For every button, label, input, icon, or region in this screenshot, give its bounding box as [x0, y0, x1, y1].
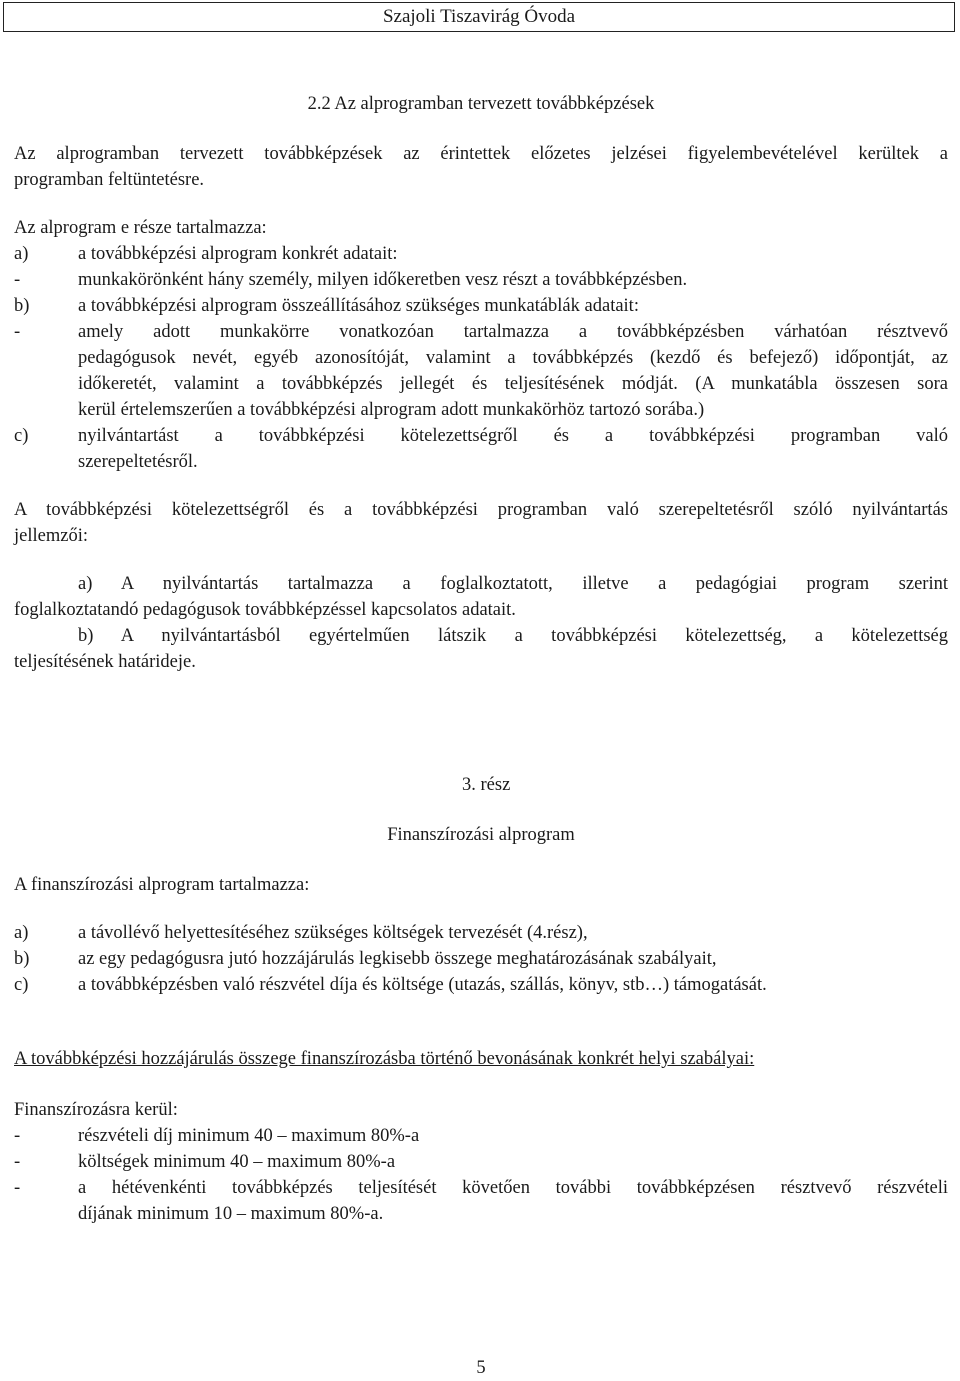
- financing-contains-label: A finanszírozási alprogram tartalmazza:: [14, 875, 310, 895]
- list-item-a: a továbbképzési alprogram konkrét adatait:: [78, 244, 398, 264]
- part-number: 3. rész: [462, 775, 511, 795]
- dash-marker: -: [14, 1152, 21, 1172]
- list-item-b-sub-line-1: amely adott munkakörre vonatkozóan tartalmazza a továbbképzésben várhatóan résztvevő: [78, 322, 948, 342]
- dash-marker: -: [14, 1178, 21, 1198]
- list-item-c-line-2: szerepeltetésről.: [78, 452, 198, 472]
- dash-marker: -: [14, 322, 21, 342]
- rules-heading: A továbbképzési hozzájárulás összege finanszírozásba történő bevonásának konkrét helyi szabályai:: [14, 1049, 755, 1069]
- intro-line-1: Az alprogramban tervezett továbbképzések az érintettek előzetes jelzései figyelembevételével kerültek a: [14, 144, 948, 164]
- list-item-b-sub-line-2: pedagógusok nevét, egyéb azonosítóját, valamint a továbbképzés (kezdő és befejező) időpontját, az: [78, 348, 948, 368]
- list-marker-c: c): [14, 426, 29, 446]
- list-marker-a: a): [14, 244, 29, 264]
- dash-marker: -: [14, 270, 21, 290]
- rules-item-3-line-2: díjának minimum 10 – maximum 80%-a.: [78, 1204, 384, 1224]
- registry-line-2: jellemzői:: [14, 526, 88, 546]
- list-item-c-line-1: nyilvántartást a továbbképzési kötelezettségről és a továbbképzési programban való: [78, 426, 948, 446]
- section-heading: 2.2 Az alprogramban tervezett továbbképzések: [307, 94, 655, 114]
- list-item-b: a továbbképzési alprogram összeállításához szükséges munkatáblák adatait:: [78, 296, 639, 316]
- list-item-b-sub-line-3: időkeretét, valamint a továbbképzés jellegét és teljesítésének módját. (A munkatábla összesen sora: [78, 374, 948, 394]
- registry-b-line-2: teljesítésének határideje.: [14, 652, 196, 672]
- registry-a-line-1: a) A nyilvántartás tartalmazza a foglalkoztatott, illetve a pedagógiai program szerint: [78, 574, 948, 594]
- intro-line-2: programban feltüntetésre.: [14, 170, 205, 190]
- financing-marker-a: a): [14, 923, 29, 943]
- list-marker-b: b): [14, 296, 30, 316]
- page-header: Szajoli Tiszavirág Óvoda: [3, 2, 955, 32]
- registry-line-1: A továbbképzési kötelezettségről és a továbbképzési programban való szerepeltetésről szóló nyilvántartás: [14, 500, 948, 520]
- registry-a-line-2: foglalkoztatandó pedagógusok továbbképzéssel kapcsolatos adatait.: [14, 600, 516, 620]
- list-item-b-sub-line-4: kerül értelemszerűen a továbbképzési alprogram adott munkakörhöz tartozó sorába.): [78, 400, 705, 420]
- rules-item-2: költségek minimum 40 – maximum 80%-a: [78, 1152, 396, 1172]
- financing-item-b: az egy pedagógusra jutó hozzájárulás legkisebb összege meghatározásának szabályait,: [78, 949, 717, 969]
- dash-marker: -: [14, 1126, 21, 1146]
- rules-intro: Finanszírozásra kerül:: [14, 1100, 178, 1120]
- financing-item-c: a továbbképzésben való részvétel díja és költsége (utazás, szállás, könyv, stb…) támogatását.: [78, 975, 767, 995]
- list-item-a-sub: munkakörönként hány személy, milyen időkeretben vesz részt a továbbképzésben.: [78, 270, 688, 290]
- part-title: Finanszírozási alprogram: [387, 825, 575, 845]
- rules-item-3-line-1: a hétévenkénti továbbképzés teljesítését követően további továbbképzésen résztvevő részvételi: [78, 1178, 948, 1198]
- page-number: 5: [476, 1358, 486, 1378]
- contains-label: Az alprogram e része tartalmazza:: [14, 218, 267, 238]
- rules-item-1: részvételi díj minimum 40 – maximum 80%-a: [78, 1126, 420, 1146]
- financing-marker-c: c): [14, 975, 29, 995]
- financing-marker-b: b): [14, 949, 30, 969]
- financing-item-a: a távollévő helyettesítéséhez szükséges költségek tervezését (4.rész),: [78, 923, 588, 943]
- registry-b-line-1: b) A nyilvántartásból egyértelműen látszik a továbbképzési kötelezettség, a kötelezettség: [78, 626, 948, 646]
